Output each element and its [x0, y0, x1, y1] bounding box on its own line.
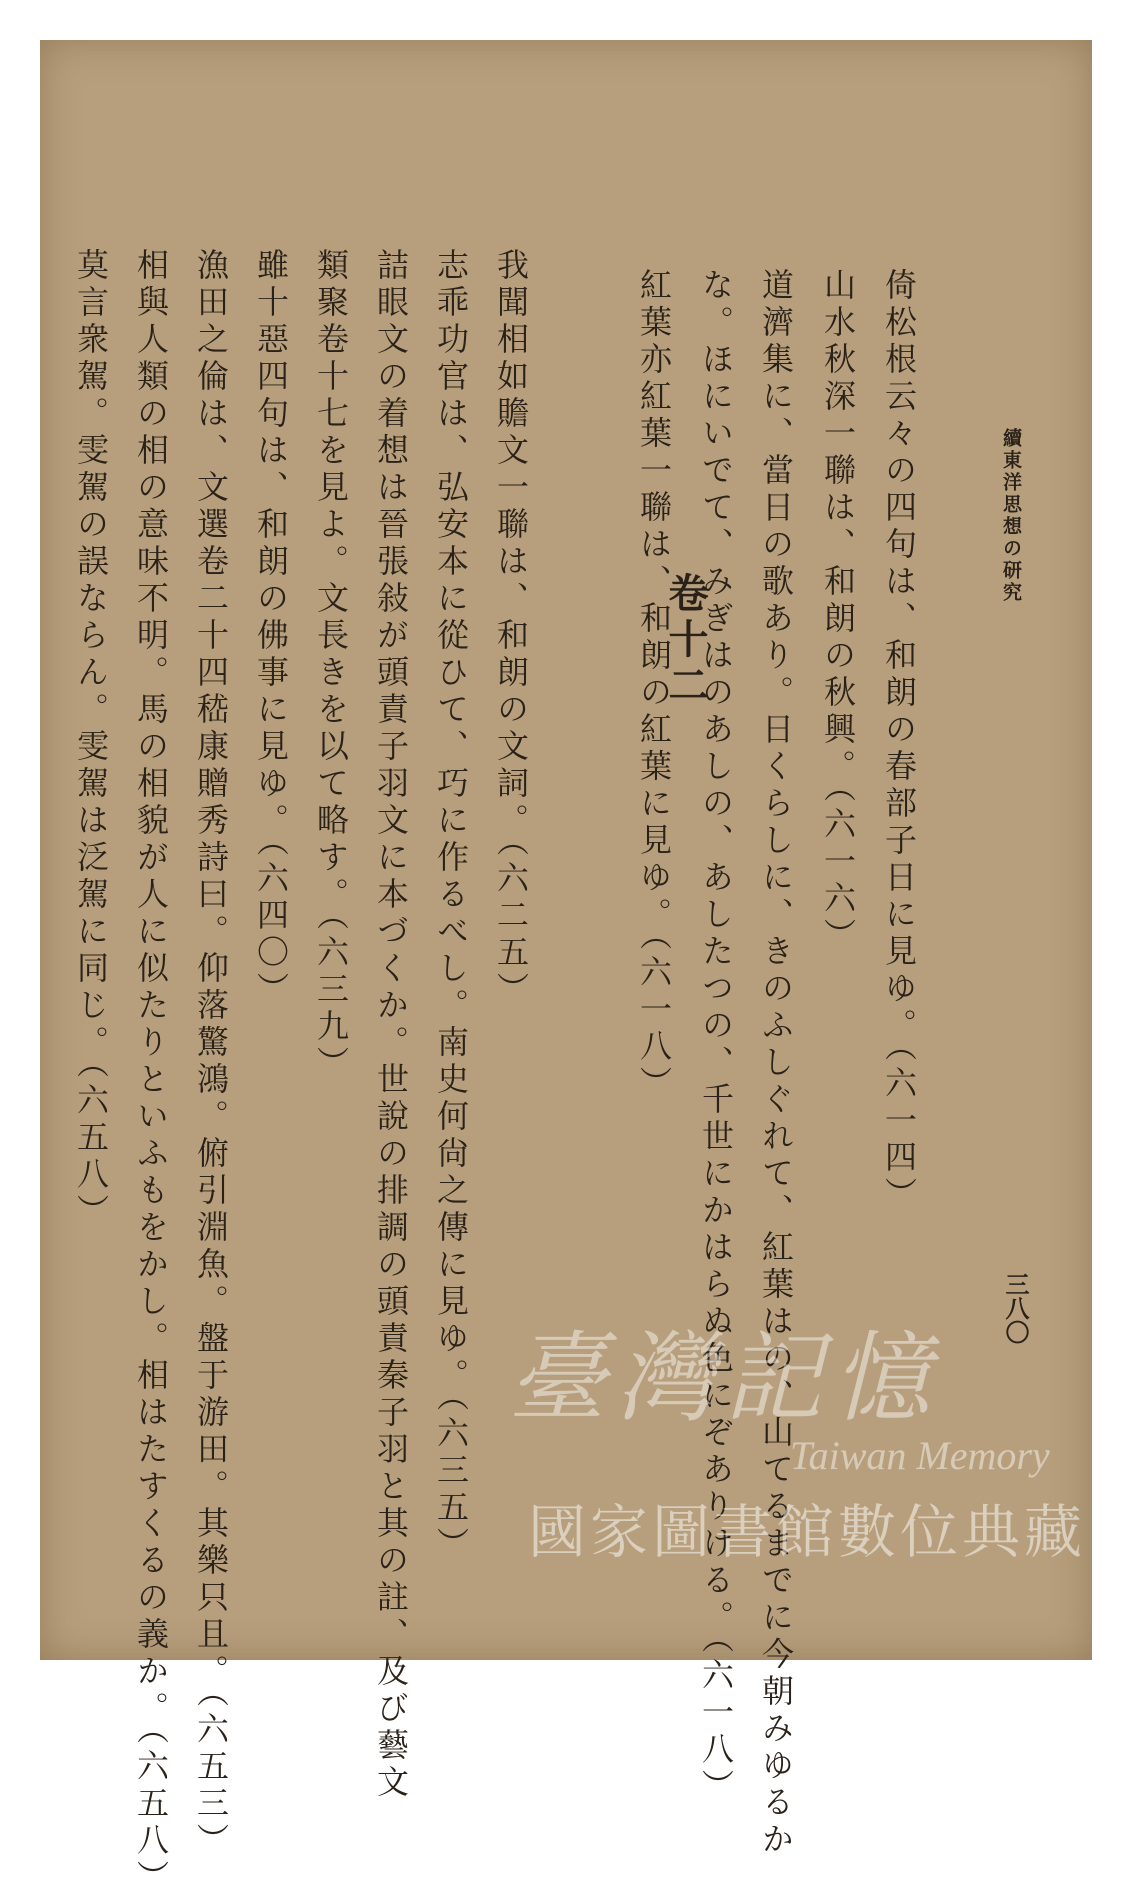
watermark-english: Taiwan Memory: [790, 1433, 1050, 1478]
watermark-logo-text: 臺灣記憶: [508, 1322, 941, 1436]
page-number: 三八〇: [1001, 1272, 1030, 1344]
paragraph-upper-3: 道濟集に、當日の歌あり。日くらしに、きのふしぐれて、紅葉はの、山てるまでに今朝みゆるか: [757, 268, 795, 1859]
paragraph-lower-2: 志乖功官は、弘安本に從ひて、巧に作るべし。南史何尙之傳に見ゆ。（六三五）: [432, 248, 470, 1564]
paragraph-upper-5: 紅葉亦紅葉一聯は、和朗の紅葉に見ゆ。（六一八）: [635, 268, 673, 1103]
paragraph-lower-5: 雖十惡四句は、和朗の佛事に見ゆ。（六四〇）: [252, 248, 290, 1009]
watermark-library-name: 國家圖書館數位典藏: [528, 1498, 1087, 1566]
running-title: 續東洋思想の研究: [1000, 428, 1022, 604]
paragraph-upper-4: な。ほにいでて、みぎはのあしの、あしたつの、千世にかはらぬ色にぞありける。（六一八）: [697, 268, 735, 1806]
paragraph-lower-8: 莫言衆駕。雯駕の誤ならん。雯駕は泛駕に同じ。（六五八）: [72, 248, 110, 1231]
section-title: 卷十二: [662, 572, 709, 710]
paragraph-lower-1: 我聞相如贍文一聯は、和朗の文詞。（六二五）: [492, 248, 530, 1009]
paragraph-lower-3: 詰眼文の着想は晉張敍が頭責子羽文に本づくか。世說の排調の頭責秦子羽と其の註、及び藝文: [372, 248, 410, 1802]
paragraph-upper-1: 倚松根云々の四句は、和朗の春部子日に見ゆ。（六一四）: [880, 268, 918, 1214]
paragraph-upper-2: 山水秋深一聯は、和朗の秋興。（六一六）: [819, 268, 857, 955]
paragraph-lower-4: 類聚卷十七を見よ。文長きを以て略す。（六三九）: [312, 248, 350, 1083]
paragraph-lower-7: 相與人類の相の意味不明。馬の相貌が人に似たりといふもをかし。相はたすくるの義か。（六五八）: [132, 248, 170, 1897]
paragraph-lower-6: 漁田之倫は、文選卷二十四嵇康贈秀詩曰。仰落驚鴻。俯引淵魚。盤于游田。其樂只且。（六五三）: [192, 248, 230, 1860]
